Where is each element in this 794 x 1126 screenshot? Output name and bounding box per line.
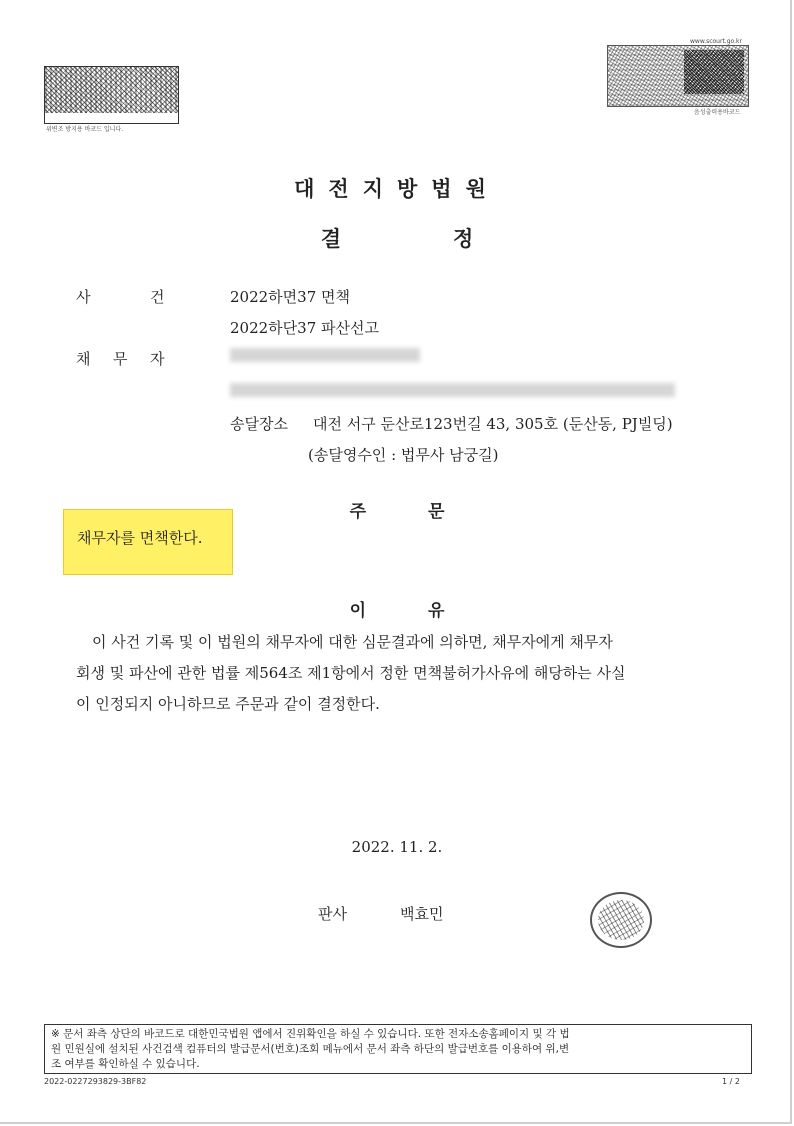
- court-seal-stamp: [590, 892, 652, 948]
- order-heading-right: 문: [428, 502, 445, 522]
- issue-number: 2022-0227293829-3BF82: [44, 1077, 147, 1086]
- debtor-label-2: 무: [113, 350, 128, 368]
- reason-line-3: 이 인정되지 아니하므로 주문과 같이 결정한다.: [76, 695, 380, 713]
- court-url: www.scourt.go.kr: [690, 38, 742, 45]
- reason-heading-left: 이: [349, 601, 366, 621]
- case-number-2: 2022하단37 파산선고: [230, 319, 379, 337]
- notice-line-2: 원 민원실에 설치된 사건검색 컴퓨터의 발급문서(번호)조회 메뉴에서 문서 좌측 하단의 발급번호를 이용하여 위,변: [51, 1043, 570, 1055]
- anti-forgery-barcode: [44, 66, 179, 124]
- notice-line-1: ※ 문서 좌측 상단의 바코드로 대한민국법원 앱에서 진위확인을 하실 수 있습니다. 또한 전자소송홈페이지 및 각 법: [51, 1028, 570, 1040]
- order-highlight-box: [63, 509, 233, 575]
- delivery-recipient: (송달영수인 : 법무사 남궁길): [308, 446, 499, 464]
- document-type-left: 결: [320, 227, 341, 251]
- page-number: 1 / 2: [722, 1077, 740, 1086]
- delivery-address: 대전 서구 둔산로123번길 43, 305호 (둔산동, PJ빌딩): [313, 415, 673, 433]
- delivery-label: 송달장소: [230, 415, 288, 433]
- judge-name: 백효민: [400, 905, 444, 923]
- document-type: [0, 223, 794, 253]
- debtor-label-3: 자: [150, 350, 165, 368]
- reason-line-2: 회생 및 파산에 관한 법률 제564조 제1항에서 정한 면책불허가사유에 해당하는 사실: [76, 664, 626, 682]
- verification-notice: [44, 1024, 752, 1074]
- debtor-label-1: 채: [76, 350, 91, 368]
- audio-barcode: [607, 45, 749, 107]
- court-name: 대전지방법원: [294, 177, 500, 201]
- order-text: 채무자를 면책한다.: [77, 529, 203, 547]
- audio-barcode-caption: 음성출력용바코드: [694, 109, 741, 116]
- case-label-1: 사: [76, 288, 91, 306]
- notice-line-3: 조 여부를 확인하실 수 있습니다.: [51, 1058, 200, 1070]
- redacted-debtor-name: [230, 348, 420, 362]
- order-heading-left: 주: [349, 502, 366, 522]
- anti-forgery-barcode-caption: 위변조 방지용 바코드 입니다.: [46, 126, 124, 133]
- reason-heading: [0, 596, 794, 621]
- case-number-1: 2022하면37 면책: [230, 288, 350, 306]
- reason-body: [76, 627, 726, 720]
- redacted-debtor-address: [230, 383, 675, 397]
- case-label-2: 건: [150, 288, 165, 306]
- decision-date: 2022. 11. 2.: [351, 838, 443, 856]
- reason-heading-right: 유: [428, 601, 445, 621]
- judge-title: 판사: [318, 905, 347, 923]
- reason-line-1: 이 사건 기록 및 이 법원의 채무자에 대한 심문결과에 의하면, 채무자에게 채무자: [92, 633, 613, 651]
- document-type-right: 정: [453, 227, 474, 251]
